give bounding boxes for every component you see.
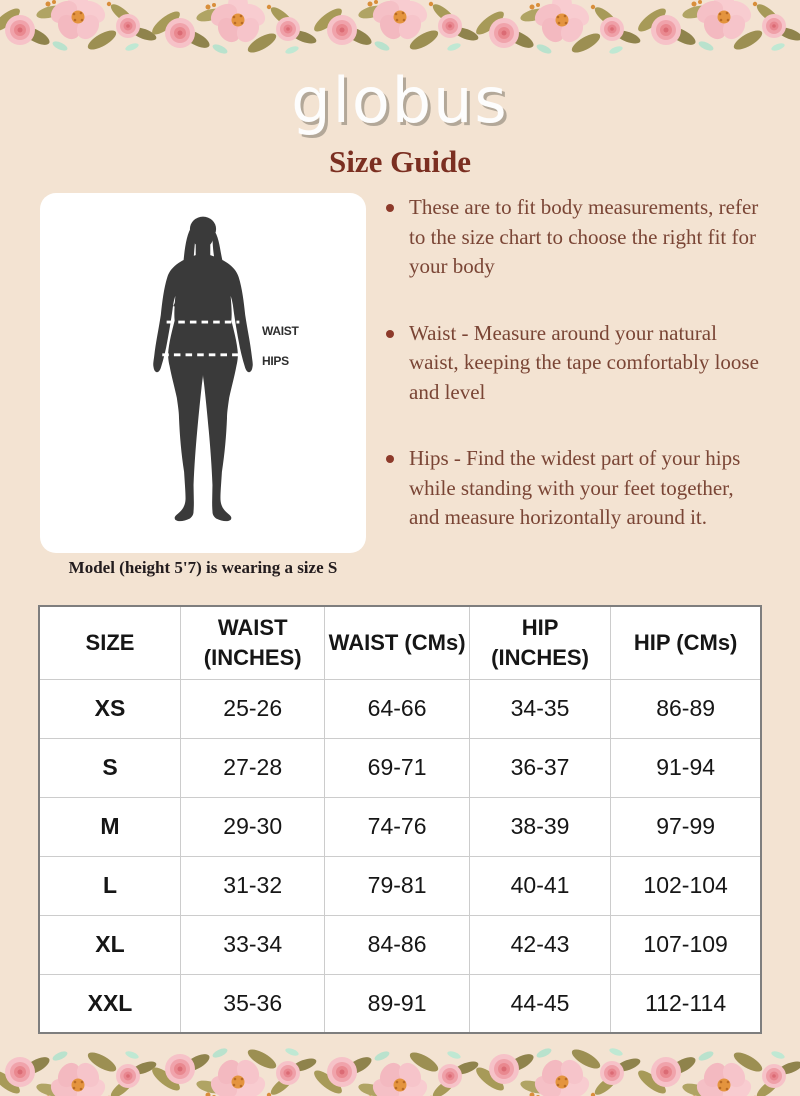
table-row <box>39 797 761 856</box>
table-cell: 42-43 <box>469 915 611 974</box>
body-silhouette <box>123 213 283 533</box>
table-cell: M <box>39 797 181 856</box>
table-cell: 29-30 <box>181 797 325 856</box>
table-cell: 91-94 <box>611 738 761 797</box>
table-cell: XS <box>39 679 181 738</box>
model-caption: Model (height 5'7) is wearing a size S <box>68 558 338 577</box>
table-cell: 31-32 <box>181 856 325 915</box>
instructions-list <box>383 193 765 570</box>
table-cell: L <box>39 856 181 915</box>
list-item: Hips - Find the widest part of your hips while standing with your feet together, and measure horizontally around it. <box>383 444 765 533</box>
table-cell: XXL <box>39 974 181 1033</box>
table-cell: 64-66 <box>325 679 469 738</box>
table-cell: 36-37 <box>469 738 611 797</box>
floral-border-bottom-icon <box>0 1040 800 1096</box>
table-cell: 89-91 <box>325 974 469 1033</box>
table-header-row <box>39 606 761 679</box>
table-header-cell: SIZE <box>39 606 181 679</box>
table-cell: 40-41 <box>469 856 611 915</box>
floral-border-top-icon <box>0 0 800 62</box>
table-cell: 84-86 <box>325 915 469 974</box>
table-cell: 97-99 <box>611 797 761 856</box>
table-cell: 74-76 <box>325 797 469 856</box>
list-item: These are to fit body measurements, refer to the size chart to choose the right fit for your body <box>383 193 765 282</box>
table-cell: S <box>39 738 181 797</box>
table-cell: 34-35 <box>469 679 611 738</box>
table-cell: 27-28 <box>181 738 325 797</box>
table-cell: 44-45 <box>469 974 611 1033</box>
table-cell: 112-114 <box>611 974 761 1033</box>
table-row <box>39 738 761 797</box>
table-cell: 35-36 <box>181 974 325 1033</box>
table-cell: 38-39 <box>469 797 611 856</box>
hips-line-label: HIPS <box>262 354 289 368</box>
table-header-cell: HIP (CMs) <box>611 606 761 679</box>
table-cell: 25-26 <box>181 679 325 738</box>
table-cell: 86-89 <box>611 679 761 738</box>
table-cell: 69-71 <box>325 738 469 797</box>
table-row <box>39 974 761 1033</box>
table-cell: 107-109 <box>611 915 761 974</box>
brand-logo: globus <box>291 64 509 137</box>
table-header-cell: WAIST (INCHES) <box>181 606 325 679</box>
measurement-figure-card <box>40 193 366 553</box>
table-cell: 79-81 <box>325 856 469 915</box>
page-title: Size Guide <box>328 144 472 179</box>
waist-line-label: WAIST <box>262 324 299 338</box>
size-chart-table <box>38 605 762 1034</box>
table-row <box>39 856 761 915</box>
table-header-cell: WAIST (CMs) <box>325 606 469 679</box>
table-cell: 102-104 <box>611 856 761 915</box>
table-cell: 33-34 <box>181 915 325 974</box>
table-header-cell: HIP (INCHES) <box>469 606 611 679</box>
table-row <box>39 915 761 974</box>
table-row <box>39 679 761 738</box>
list-item: Waist - Measure around your natural waist, keeping the tape comfortably loose and level <box>383 319 765 408</box>
table-cell: XL <box>39 915 181 974</box>
